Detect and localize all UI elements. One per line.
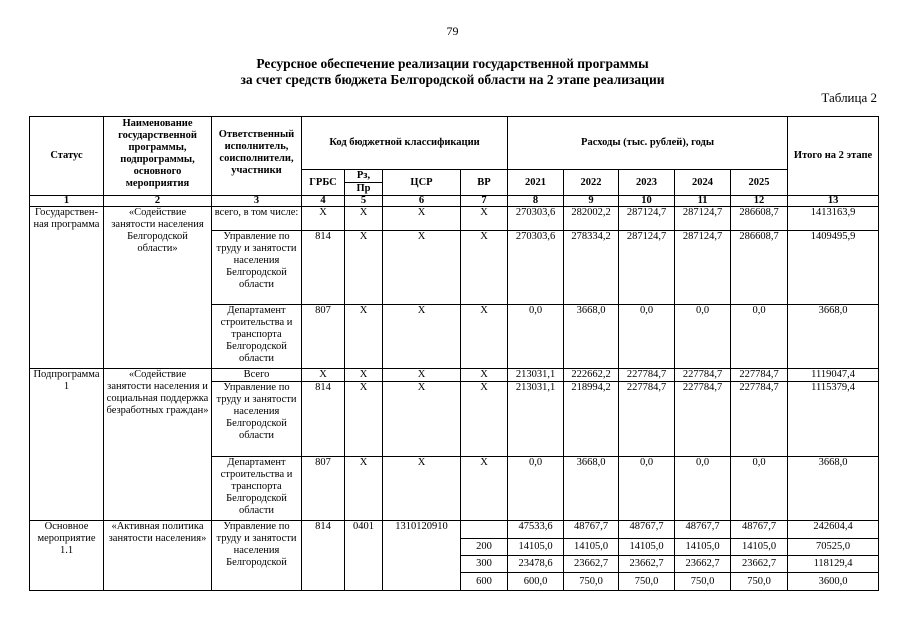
vr-cell	[461, 521, 508, 539]
col-number: 13	[788, 196, 879, 207]
value-cell: 0,0	[675, 305, 731, 369]
value-cell: 750,0	[564, 573, 619, 591]
value-cell: 3668,0	[564, 457, 619, 521]
header-responsible: Ответственный исполнитель, соисполнители, участники	[212, 117, 302, 196]
col-number: 11	[675, 196, 731, 207]
rzpr-cell: X	[345, 305, 383, 369]
rzpr-cell: X	[345, 369, 383, 382]
status-cell: Государствен-ная программа	[30, 207, 104, 369]
col-number: 6	[383, 196, 461, 207]
value-cell: 0,0	[508, 305, 564, 369]
header-status: Статус	[30, 117, 104, 196]
value-cell: 286608,7	[731, 231, 788, 305]
vr-cell: X	[461, 231, 508, 305]
vr-cell: 300	[461, 556, 508, 573]
rzpr-cell: X	[345, 207, 383, 231]
col-number: 12	[731, 196, 788, 207]
value-cell: 48767,7	[564, 521, 619, 539]
total-cell: 70525,0	[788, 539, 879, 556]
total-cell: 3668,0	[788, 457, 879, 521]
value-cell: 14105,0	[508, 539, 564, 556]
header-kbk: Код бюджетной классификации	[302, 117, 508, 170]
csr-cell: X	[383, 207, 461, 231]
vr-cell: X	[461, 457, 508, 521]
responsible-cell: Управление по труду и занятости населения Белгородской области	[212, 382, 302, 457]
grbs-cell: 814	[302, 521, 345, 591]
rzpr-cell: X	[345, 231, 383, 305]
vr-cell: 600	[461, 573, 508, 591]
header-expenses: Расходы (тыс. рублей), годы	[508, 117, 788, 170]
name-cell: «Активная политика занятости населения»	[104, 521, 212, 591]
value-cell: 23662,7	[731, 556, 788, 573]
name-cell: «Содействие занятости населения и социальная поддержка безработных граждан»	[104, 369, 212, 521]
header-year: 2023	[619, 170, 675, 196]
value-cell: 0,0	[619, 305, 675, 369]
value-cell: 227784,7	[619, 369, 675, 382]
total-cell: 1409495,9	[788, 231, 879, 305]
value-cell: 0,0	[675, 457, 731, 521]
col-number: 1	[30, 196, 104, 207]
value-cell: 23662,7	[675, 556, 731, 573]
value-cell: 48767,7	[731, 521, 788, 539]
header-year: 2024	[675, 170, 731, 196]
value-cell: 0,0	[508, 457, 564, 521]
page-number: 79	[446, 24, 459, 38]
value-cell: 23662,7	[619, 556, 675, 573]
value-cell: 14105,0	[675, 539, 731, 556]
value-cell: 287124,7	[619, 231, 675, 305]
grbs-cell: 807	[302, 305, 345, 369]
total-cell: 3668,0	[788, 305, 879, 369]
grbs-cell: 807	[302, 457, 345, 521]
csr-cell: X	[383, 369, 461, 382]
grbs-cell: X	[302, 207, 345, 231]
value-cell: 287124,7	[619, 207, 675, 231]
value-cell: 750,0	[675, 573, 731, 591]
value-cell: 227784,7	[731, 382, 788, 457]
value-cell: 0,0	[731, 457, 788, 521]
value-cell: 600,0	[508, 573, 564, 591]
grbs-cell: 814	[302, 382, 345, 457]
responsible-cell: Управление по труду и занятости населения Белгородской области	[212, 231, 302, 305]
vr-cell: X	[461, 305, 508, 369]
header-csr: ЦСР	[383, 170, 461, 196]
value-cell: 14105,0	[564, 539, 619, 556]
value-cell: 47533,6	[508, 521, 564, 539]
total-cell: 1119047,4	[788, 369, 879, 382]
header-total: Итого на 2 этапе	[788, 117, 879, 196]
rzpr-cell: X	[345, 457, 383, 521]
name-cell: «Содействие занятости населения Белгородской области»	[104, 207, 212, 369]
grbs-cell: 814	[302, 231, 345, 305]
csr-cell: X	[383, 305, 461, 369]
header-pr: Пр	[356, 183, 371, 194]
value-cell: 287124,7	[675, 231, 731, 305]
grbs-cell: X	[302, 369, 345, 382]
value-cell: 270303,6	[508, 207, 564, 231]
table-row	[30, 207, 879, 231]
responsible-cell: Департамент строительства и транспорта Белгородской области	[212, 457, 302, 521]
header-year: 2021	[508, 170, 564, 196]
value-cell: 282002,2	[564, 207, 619, 231]
col-number: 4	[302, 196, 345, 207]
header-year: 2022	[564, 170, 619, 196]
value-cell: 227784,7	[619, 382, 675, 457]
col-number: 5	[345, 196, 383, 207]
total-cell: 118129,4	[788, 556, 879, 573]
value-cell: 48767,7	[619, 521, 675, 539]
resource-table	[29, 116, 879, 591]
total-cell: 1413163,9	[788, 207, 879, 231]
col-number: 7	[461, 196, 508, 207]
total-cell: 1115379,4	[788, 382, 879, 457]
title-line-2: за счет средств бюджета Белгородской области на 2 этапе реализации	[240, 72, 665, 87]
csr-cell: X	[383, 382, 461, 457]
value-cell: 750,0	[619, 573, 675, 591]
value-cell: 227784,7	[731, 369, 788, 382]
responsible-cell: Всего	[212, 369, 302, 382]
value-cell: 0,0	[731, 305, 788, 369]
vr-cell: X	[461, 382, 508, 457]
value-cell: 48767,7	[675, 521, 731, 539]
header-rz: Рз,	[345, 170, 382, 183]
csr-cell: X	[383, 457, 461, 521]
value-cell: 23478,6	[508, 556, 564, 573]
table-label: Таблица 2	[821, 90, 877, 105]
status-cell: Основное мероприятие 1.1	[30, 521, 104, 591]
value-cell: 14105,0	[731, 539, 788, 556]
vr-cell: X	[461, 369, 508, 382]
responsible-cell: всего, в том числе:	[212, 207, 302, 231]
col-number: 2	[104, 196, 212, 207]
rzpr-cell: X	[345, 382, 383, 457]
vr-cell: X	[461, 207, 508, 231]
value-cell: 3668,0	[564, 305, 619, 369]
col-number: 9	[564, 196, 619, 207]
value-cell: 278334,2	[564, 231, 619, 305]
rzpr-cell: 0401	[345, 521, 383, 591]
header-year: 2025	[731, 170, 788, 196]
value-cell: 23662,7	[564, 556, 619, 573]
csr-cell: 1310120910	[383, 521, 461, 591]
title-line-1: Ресурсное обеспечение реализации государственной программы	[256, 56, 649, 71]
header-grbs: ГРБС	[302, 170, 345, 196]
value-cell: 0,0	[619, 457, 675, 521]
header-name: Наименование государственной программы, подпрограммы, основного мероприятия	[104, 117, 212, 196]
value-cell: 286608,7	[731, 207, 788, 231]
header-vr: ВР	[461, 170, 508, 196]
col-number: 3	[212, 196, 302, 207]
value-cell: 227784,7	[675, 382, 731, 457]
value-cell: 750,0	[731, 573, 788, 591]
value-cell: 287124,7	[675, 207, 731, 231]
value-cell: 270303,6	[508, 231, 564, 305]
responsible-cell: Управление по труду и занятости населения Белгородской	[212, 521, 302, 591]
col-number: 10	[619, 196, 675, 207]
csr-cell: X	[383, 231, 461, 305]
value-cell: 213031,1	[508, 382, 564, 457]
table-row	[30, 521, 879, 539]
value-cell: 222662,2	[564, 369, 619, 382]
vr-cell: 200	[461, 539, 508, 556]
value-cell: 227784,7	[675, 369, 731, 382]
col-number: 8	[508, 196, 564, 207]
value-cell: 218994,2	[564, 382, 619, 457]
value-cell: 213031,1	[508, 369, 564, 382]
status-cell: Подпрограмма 1	[30, 369, 104, 521]
total-cell: 242604,4	[788, 521, 879, 539]
value-cell: 14105,0	[619, 539, 675, 556]
document-title	[0, 56, 905, 88]
table-row	[30, 369, 879, 382]
total-cell: 3600,0	[788, 573, 879, 591]
responsible-cell: Департамент строительства и транспорта Белгородской области	[212, 305, 302, 369]
